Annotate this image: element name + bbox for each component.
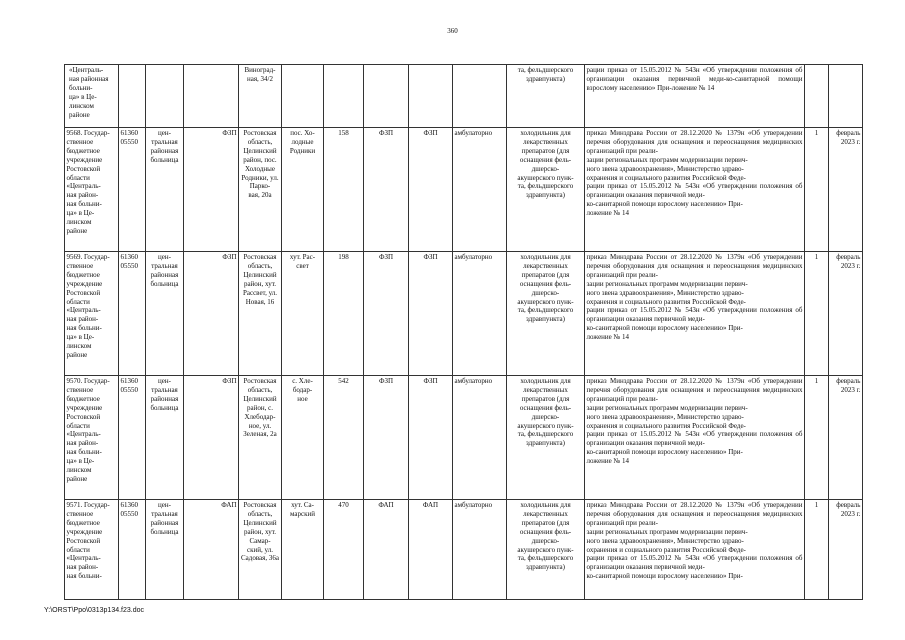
equipment-cell: холодильник для лекарственных препаратов (для оснащения фель- дшерско- акушерского пунк- та, фельдшерского здравпункта) bbox=[507, 376, 585, 500]
equipment-register-table bbox=[64, 64, 863, 600]
equipment-cell: холодильник для лекарственных препаратов (для оснащения фель- дшерско- акушерского пунк- та, фельдшерского здравпункта) bbox=[507, 252, 585, 376]
address-cell: Ростовская область, Целинский район, с. Хлебодар- ное, ул. Зеленая, 2а bbox=[239, 376, 282, 500]
equipment-cell: та, фельдшерского здравпункта) bbox=[507, 65, 585, 128]
care-cell: амбулаторно bbox=[453, 500, 507, 600]
table-row bbox=[65, 252, 863, 376]
qty-cell: 1 bbox=[805, 376, 829, 500]
type-cell: ФЗП bbox=[184, 376, 239, 500]
locality-cell: с. Хле- бодар- ное bbox=[282, 376, 324, 500]
facility-cell: цен- тральная районная больница bbox=[146, 500, 184, 600]
type3-cell: ФЗП bbox=[409, 376, 453, 500]
org-cell bbox=[65, 376, 119, 500]
org-cell bbox=[65, 500, 119, 600]
care-cell: амбулаторно bbox=[453, 252, 507, 376]
type2-cell: ФЗП bbox=[364, 376, 409, 500]
code-cell: 61360 05550 bbox=[119, 500, 146, 600]
type3-cell: ФЗП bbox=[409, 252, 453, 376]
locality-cell: хут. Рас- свет bbox=[282, 252, 324, 376]
org-name: Государ- ственное бюджетное учреждение Ростовской области «Централь- ная район- ная больни- ца» в Це- линском районе bbox=[66, 253, 110, 359]
type3-cell: ФЗП bbox=[409, 128, 453, 252]
facility-cell: цен- тральная районная больница bbox=[146, 128, 184, 252]
basis-cell: приказ Минздрава России от 28.12.2020 № 1379н «Об утверждении перечня оборудования для оснащения и переоснащения медицинских организаций при реали- зации региональных программ модернизации первич- ного звена здравоохранения», Министерство здраво- охранения и социального развития Российской Феде- рации приказ от 15.05.2012 № 543н «Об утверждении положения об организации оказания первичной меди- ко-санитарной помощи взрослому населению» При- ложение № 14 bbox=[585, 252, 805, 376]
org-name: Государ- ственное бюджетное учреждение Ростовской области «Централь- ная район- ная больни- bbox=[66, 501, 110, 581]
locality-cell: хут. Са- марский bbox=[282, 500, 324, 600]
address-cell: Виноград- ная, 34/2 bbox=[239, 65, 282, 128]
address-cell: Ростовская область, Целинский район, хут. Самар- ский, ул. Садовая, 36а bbox=[239, 500, 282, 600]
equipment-cell: холодильник для лекарственных препаратов (для оснащения фель- дшерско- акушерского пунк- та, фельдшерского здравпункта) bbox=[507, 500, 585, 600]
date-cell: февраль 2023 г. bbox=[829, 252, 863, 376]
table-row bbox=[65, 376, 863, 500]
date-cell: февраль 2023 г. bbox=[829, 500, 863, 600]
address-cell: Ростовская область, Целинский район, пос. Холодные Родники, ул. Парко- вая, 20а bbox=[239, 128, 282, 252]
basis-cell: приказ Минздрава России от 28.12.2020 № 1379н «Об утверждении перечня оборудования для оснащения и переоснащения медицинских организаций при реали- зации региональных программ модернизации первич- ного звена здравоохранения», Министерство здраво- охранения и социального развития Российской Феде- рации приказ от 15.05.2012 № 543н «Об утверждении положения об организации оказания первичной меди- ко-санитарной помощи взрослому населению» При- ложение № 14 bbox=[585, 376, 805, 500]
facility-cell: цен- тральная районная больница bbox=[146, 376, 184, 500]
basis-cell: рации приказ от 15.05.2012 № 543н «Об утверждении положения об организации оказания первичной меди-ко-санитарной помощи взрослому населению» При-ложение № 14 bbox=[585, 65, 805, 128]
facility-cell: цен- тральная районная больница bbox=[146, 252, 184, 376]
table-row bbox=[65, 128, 863, 252]
care-cell: амбулаторно bbox=[453, 128, 507, 252]
type2-cell: ФАП bbox=[364, 500, 409, 600]
population-cell: 470 bbox=[324, 500, 364, 600]
row-number: 9570. bbox=[66, 377, 84, 385]
qty-cell: 1 bbox=[805, 128, 829, 252]
row-number: 9568. bbox=[66, 129, 84, 137]
address-cell: Ростовская область, Целинский район, хут. Рассвет, ул. Новая, 16 bbox=[239, 252, 282, 376]
qty-cell: 1 bbox=[805, 252, 829, 376]
basis-cell: приказ Минздрава России от 28.12.2020 № 1379н «Об утверждении перечня оборудования для оснащения и переоснащения медицинских организаций при реали- зации региональных программ модернизации первич- ного звена здравоохранения», Министерство здраво- охранения и социального развития Российской Феде- рации приказ от 15.05.2012 № 543н «Об утверждении положения об организации оказания первичной меди- ко-санитарной помощи взрослому населению» При- ложение № 14 bbox=[585, 128, 805, 252]
row-number: 9569. bbox=[66, 253, 84, 261]
care-cell: амбулаторно bbox=[453, 376, 507, 500]
code-cell: 61360 05550 bbox=[119, 128, 146, 252]
type3-cell: ФАП bbox=[409, 500, 453, 600]
type2-cell: ФЗП bbox=[364, 252, 409, 376]
population-cell: 158 bbox=[324, 128, 364, 252]
table-row bbox=[65, 500, 863, 600]
type2-cell: ФЗП bbox=[364, 128, 409, 252]
population-cell: 198 bbox=[324, 252, 364, 376]
org-cell: «Централь- ная районная больни- ца» в Це- линском районе bbox=[65, 65, 119, 128]
org-name: Государ- ственное бюджетное учреждение Ростовской области «Централь- ная район- ная больни- ца» в Це- линском районе bbox=[66, 377, 110, 483]
basis-cell: приказ Минздрава России от 28.12.2020 № 1379н «Об утверждении перечня оборудования для оснащения и переоснащения медицинских организаций при реали- зации региональных программ модернизации первич- ного звена здравоохранения», Министерство здраво- охранения и социального развития Российской Феде- рации приказ от 15.05.2012 № 543н «Об утверждении положения об организации оказания первичной меди- ко-санитарной помощи взрослому населению» При- bbox=[585, 500, 805, 600]
org-name: Государ- ственное бюджетное учреждение Ростовской области «Централь- ная район- ная больни- ца» в Це- линском районе bbox=[66, 129, 110, 235]
file-path-footer: Y:\ORST\Ppo\0313p134.f23.doc bbox=[44, 607, 145, 614]
org-cell bbox=[65, 252, 119, 376]
qty-cell: 1 bbox=[805, 500, 829, 600]
type-cell: ФЗП bbox=[184, 128, 239, 252]
continued-row bbox=[65, 65, 863, 128]
type-cell: ФЗП bbox=[184, 252, 239, 376]
population-cell: 542 bbox=[324, 376, 364, 500]
page-number: 360 bbox=[447, 27, 458, 35]
locality-cell: пос. Хо- лодные Родники bbox=[282, 128, 324, 252]
date-cell: февраль 2023 г. bbox=[829, 128, 863, 252]
code-cell: 61360 05550 bbox=[119, 252, 146, 376]
date-cell: февраль 2023 г. bbox=[829, 376, 863, 500]
equipment-cell: холодильник для лекарственных препаратов (для оснащения фель- дшерско- акушерского пунк- та, фельдшерского здравпункта) bbox=[507, 128, 585, 252]
code-cell: 61360 05550 bbox=[119, 376, 146, 500]
row-number: 9571. bbox=[66, 501, 84, 509]
org-cell bbox=[65, 128, 119, 252]
type-cell: ФАП bbox=[184, 500, 239, 600]
